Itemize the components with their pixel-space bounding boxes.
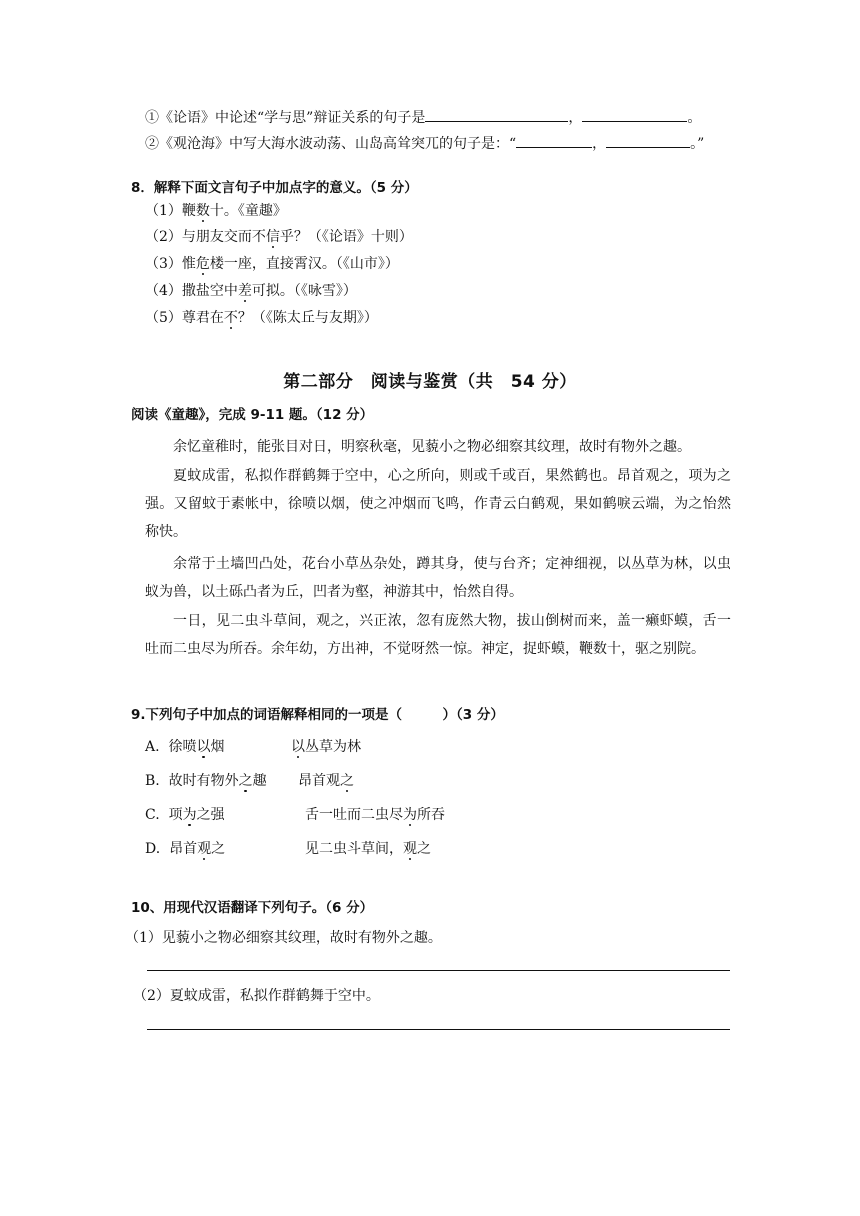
closing-quote: 。” bbox=[690, 136, 705, 152]
reading-paragraph-3: 余常于土墙凹凸处，花台小草丛杂处，蹲其身，使与台齐；定神细视，以丛草为林，以虫蚁为兽，以土砾凸者为丘，凹者为壑，神游其中，怡然自得。 bbox=[145, 556, 731, 600]
option-text: 之 bbox=[417, 841, 431, 857]
dotted-char: 以 bbox=[291, 739, 305, 755]
fill-blank-1-text: ①《论语》中论述“学与思”辩证关系的句子是 bbox=[145, 110, 426, 126]
q8-heading: 8．解释下面文言句子中加点字的意义。（5 分） bbox=[131, 180, 418, 196]
option-text: 昂首 bbox=[169, 841, 198, 857]
answer-blank[interactable] bbox=[516, 132, 592, 148]
answer-line-2[interactable] bbox=[147, 1029, 730, 1030]
item-text: 乎？（《论语》十则） bbox=[279, 229, 413, 245]
q8-item-1 bbox=[145, 201, 287, 221]
comma: ， bbox=[592, 136, 607, 152]
q9-option-b-left[interactable] bbox=[145, 771, 267, 791]
q9-option-a-right bbox=[291, 737, 361, 757]
item-text: 十。《童趣》 bbox=[209, 203, 287, 219]
dotted-char: 信 bbox=[265, 229, 280, 245]
item-text: ？（《陈太丘与友期》） bbox=[237, 310, 378, 326]
q10-heading: 10、用现代汉语翻译下列句子。（6 分） bbox=[131, 900, 374, 916]
dotted-char: 危 bbox=[195, 256, 210, 272]
item-number: （3） bbox=[145, 256, 182, 272]
fill-blank-line-2 bbox=[145, 132, 704, 154]
item-number: （5） bbox=[145, 310, 182, 326]
option-text: 舌一吐而二虫尽 bbox=[305, 807, 403, 823]
q9-option-d-left[interactable] bbox=[145, 839, 225, 859]
q9-heading: 9.下列句子中加点的词语解释相同的一项是（ ）（3 分） bbox=[131, 707, 504, 723]
dotted-char: 观 bbox=[403, 841, 417, 857]
item-text: 惟 bbox=[181, 256, 196, 272]
option-text: 项 bbox=[168, 807, 183, 823]
option-text: 徐喷 bbox=[168, 739, 197, 755]
item-number: （2） bbox=[145, 229, 182, 245]
option-letter: C. bbox=[145, 807, 160, 823]
item-text: 与朋友交而不 bbox=[181, 229, 266, 245]
q9-option-c-left[interactable] bbox=[145, 805, 225, 825]
option-letter: B. bbox=[145, 773, 160, 789]
option-text: 丛草为林 bbox=[305, 739, 361, 755]
q9-option-d-right bbox=[305, 839, 431, 859]
q9-option-a-left[interactable] bbox=[145, 737, 224, 757]
reading-paragraph-1: 余忆童稚时，能张目对日，明察秋毫，见藐小之物必细察其纹理，故时有物外之趣。 bbox=[173, 439, 691, 455]
q8-item-4 bbox=[145, 281, 357, 301]
answer-blank[interactable] bbox=[582, 106, 687, 122]
q10-item-2: （2）夏蚊成雷，私拟作群鹤舞于空中。 bbox=[133, 988, 380, 1004]
q8-item-3 bbox=[145, 254, 399, 274]
reading-heading: 阅读《童趣》，完成 9-11 题。（12 分） bbox=[131, 407, 374, 423]
dotted-char: 之 bbox=[340, 773, 354, 789]
q8-item-2 bbox=[145, 227, 413, 247]
option-text: 见二虫斗草间， bbox=[305, 841, 403, 857]
dotted-char: 之 bbox=[238, 773, 253, 789]
period: 。 bbox=[687, 110, 702, 126]
reading-paragraph-4: 一日，见二虫斗草间，观之，兴正浓，忽有庞然大物，拔山倒树而来，盖一癞虾蟆，舌一吐而二虫尽为所吞。余年幼，方出神，不觉呀然一惊。神定，捉虾蟆，鞭数十，驱之别院。 bbox=[145, 613, 731, 657]
dotted-char: 数 bbox=[195, 203, 210, 219]
answer-blank[interactable] bbox=[425, 106, 568, 122]
dotted-char: 观 bbox=[197, 841, 212, 857]
q9-option-b-right bbox=[298, 771, 354, 791]
item-number: （4） bbox=[145, 283, 182, 299]
dotted-char: 为 bbox=[182, 807, 197, 823]
item-text: 鞭 bbox=[181, 203, 196, 219]
q10-item-1: （1）见藐小之物必细察其纹理，故时有物外之趣。 bbox=[125, 930, 442, 946]
fill-blank-2-text: ②《观沧海》中写大海水波动荡、山岛高耸突兀的句子是：“ bbox=[145, 136, 517, 152]
item-text: 楼一座，直接霄汉。（《山市》） bbox=[209, 256, 399, 272]
option-text: 故时有物外 bbox=[168, 773, 239, 789]
option-letter: D. bbox=[145, 841, 161, 857]
fill-blank-line-1 bbox=[145, 106, 701, 128]
dotted-char: 为 bbox=[403, 807, 417, 823]
q9-option-c-right bbox=[305, 805, 445, 825]
dotted-char: 不 bbox=[223, 310, 238, 326]
option-text: 烟 bbox=[210, 739, 225, 755]
option-text: 之 bbox=[211, 841, 226, 857]
item-text: 尊君在 bbox=[181, 310, 224, 326]
part2-title: 第二部分 阅读与鉴赏（共 54 分） bbox=[283, 372, 577, 392]
dotted-char: 以 bbox=[196, 739, 211, 755]
comma: ， bbox=[568, 110, 583, 126]
option-text: 所吞 bbox=[417, 807, 445, 823]
option-text: 趣 bbox=[252, 773, 267, 789]
item-text: 可拟。（《咏雪》） bbox=[251, 283, 357, 299]
q8-item-5 bbox=[145, 308, 378, 328]
item-number: （1） bbox=[145, 203, 182, 219]
option-text: 昂首观 bbox=[298, 773, 340, 789]
reading-paragraph-2: 夏蚊成雷，私拟作群鹤舞于空中，心之所向，则或千或百，果然鹤也。昂首观之，项为之强。又留蚊于素帐中，徐喷以烟，使之冲烟而飞鸣，作青云白鹤观，果如鹤唳云端，为之怡然称快。 bbox=[145, 468, 731, 540]
dotted-char: 差 bbox=[237, 283, 252, 299]
item-text: 撒盐空中 bbox=[181, 283, 238, 299]
answer-line-1[interactable] bbox=[147, 970, 730, 971]
answer-blank[interactable] bbox=[606, 132, 690, 148]
option-text: 之强 bbox=[196, 807, 225, 823]
option-letter: A. bbox=[145, 739, 160, 755]
